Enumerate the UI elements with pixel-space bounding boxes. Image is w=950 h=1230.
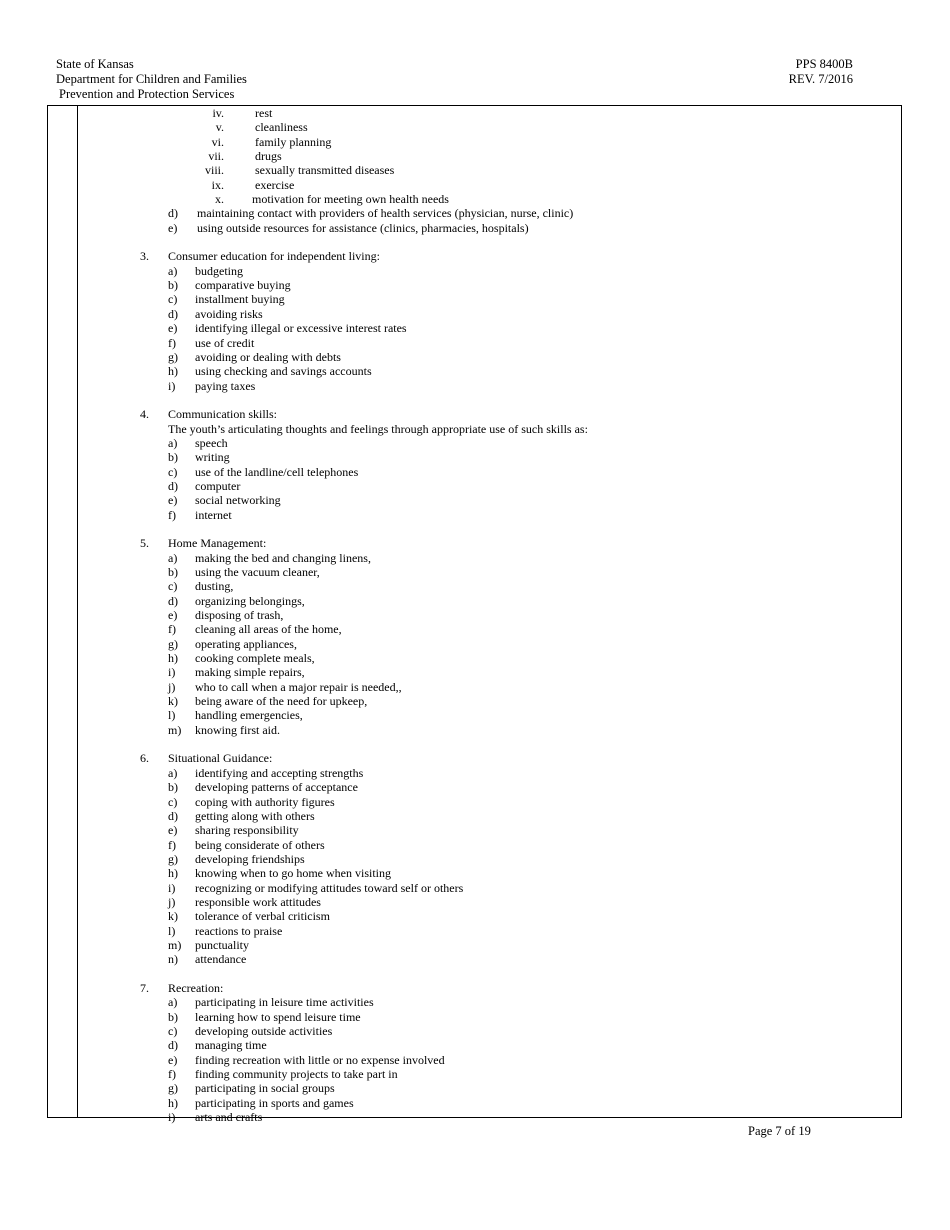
list-item-text: exercise — [255, 177, 295, 192]
list-item — [0, 895, 900, 909]
list-item-label: d) — [168, 206, 178, 221]
list-item — [0, 278, 900, 292]
list-item-text: using checking and savings accounts — [195, 364, 372, 379]
header-left — [56, 57, 247, 102]
section-number: 3. — [140, 249, 149, 264]
list-item-label: g) — [168, 1081, 178, 1096]
list-item-label: vii. — [208, 149, 224, 164]
list-item — [0, 637, 900, 651]
list-item-label: iv. — [212, 106, 224, 120]
list-item-label: d) — [168, 593, 178, 608]
list-item-label: b) — [168, 278, 178, 293]
list-item-text: internet — [195, 507, 232, 522]
list-item-label: i) — [168, 378, 176, 393]
list-item — [0, 106, 900, 120]
list-item — [0, 1081, 900, 1095]
list-item-label: vi. — [211, 134, 224, 149]
header-right — [789, 57, 853, 87]
list-item — [0, 178, 900, 192]
list-item-label: f) — [168, 335, 176, 350]
list-item — [0, 665, 900, 679]
header-policy-number: PPS 8400B — [795, 57, 853, 71]
list-item-label: b) — [168, 450, 178, 465]
list-item-label: h) — [168, 866, 178, 881]
list-item — [0, 766, 900, 780]
list-item-label: v. — [215, 120, 224, 135]
list-item-label: b) — [168, 780, 178, 795]
list-item-text: sharing responsibility — [195, 823, 299, 838]
list-item — [0, 336, 900, 350]
list-item — [0, 192, 900, 206]
section-heading — [0, 407, 900, 421]
list-item-text: developing outside activities — [195, 1024, 333, 1038]
list-item-text: avoiding or dealing with debts — [195, 349, 341, 364]
list-item-label: c) — [168, 794, 178, 809]
section-heading — [0, 536, 900, 550]
section-number: 5. — [140, 536, 149, 551]
list-item-text: knowing first aid. — [195, 722, 280, 737]
list-item-text: participating in leisure time activities — [195, 995, 374, 1010]
section-number: 7. — [140, 980, 149, 995]
list-item-label: l) — [168, 708, 176, 723]
list-item-label: j) — [168, 679, 176, 694]
list-item — [0, 909, 900, 923]
list-item-text: handling emergencies, — [195, 708, 303, 723]
list-item-label: f) — [168, 837, 176, 852]
list-item-text: cleaning all areas of the home, — [195, 622, 342, 637]
list-item — [0, 551, 900, 565]
list-item — [0, 795, 900, 809]
list-item-label: d) — [168, 306, 178, 321]
list-item-label: a) — [168, 550, 178, 565]
list-item — [0, 149, 900, 163]
list-item — [0, 809, 900, 823]
list-item-text: finding community projects to take part in — [195, 1067, 398, 1082]
list-item-label: m) — [168, 937, 182, 952]
list-item — [0, 364, 900, 378]
list-item-text: operating appliances, — [195, 636, 297, 651]
list-item-text: installment buying — [195, 292, 285, 307]
list-item — [0, 307, 900, 321]
list-item-label: c) — [168, 579, 178, 594]
list-item-label: d) — [168, 1038, 178, 1053]
list-item-text: arts and crafts — [195, 1110, 263, 1125]
list-item-label: d) — [168, 808, 178, 823]
list-item-label: e) — [168, 220, 178, 235]
list-item-text: who to call when a major repair is needed,, — [195, 679, 402, 694]
list-item — [0, 264, 900, 278]
list-item-text: using outside resources for assistance (clinics, pharmacies, hospitals) — [197, 220, 529, 235]
list-item — [0, 120, 900, 134]
list-item-text: dusting, — [195, 579, 234, 594]
list-item-label: f) — [168, 622, 176, 637]
list-item-text: rest — [255, 106, 273, 120]
list-item-text: finding recreation with little or no expense involved — [195, 1052, 445, 1067]
page-number: Page 7 of 19 — [748, 1124, 811, 1138]
list-item-text: attendance — [195, 952, 247, 967]
list-item — [0, 321, 900, 335]
list-item-label: b) — [168, 1009, 178, 1024]
list-item-label: a) — [168, 765, 178, 780]
list-item-label: viii. — [204, 163, 224, 178]
list-item-label: k) — [168, 694, 178, 709]
list-item-text: sexually transmitted diseases — [255, 163, 395, 178]
list-item-text: disposing of trash, — [195, 608, 284, 623]
list-item-label: j) — [168, 894, 176, 909]
list-item-text: avoiding risks — [195, 306, 263, 321]
section-number: 4. — [140, 407, 149, 422]
list-item-label: a) — [168, 995, 178, 1010]
list-item-text: paying taxes — [195, 378, 256, 393]
list-item — [0, 379, 900, 393]
section-description — [0, 422, 900, 436]
list-item-text: knowing when to go home when visiting — [195, 866, 391, 881]
list-item-text: use of credit — [195, 335, 255, 350]
header-revision: REV. 7/2016 — [788, 72, 853, 86]
section-title: Situational Guidance: — [168, 751, 273, 766]
list-item-label: i) — [168, 665, 176, 680]
list-item — [0, 852, 900, 866]
list-item-text: making simple repairs, — [195, 665, 305, 680]
list-item — [0, 823, 900, 837]
list-item-text: motivation for meeting own health needs — [252, 192, 449, 207]
list-item — [0, 450, 900, 464]
list-item-label: c) — [168, 292, 178, 307]
list-item-text: writing — [195, 450, 230, 465]
list-item-label: n) — [168, 952, 178, 967]
section-title: Recreation: — [168, 980, 224, 995]
list-item-text: participating in sports and games — [195, 1095, 354, 1110]
list-item-text: recognizing or modifying attitudes toward self or others — [195, 880, 464, 895]
list-item-label: k) — [168, 909, 178, 924]
list-item-text: speech — [195, 435, 228, 450]
list-item — [0, 1053, 900, 1067]
list-item — [0, 938, 900, 952]
list-item-label: g) — [168, 636, 178, 651]
header-state: State of Kansas — [56, 57, 134, 71]
header-division: Prevention and Protection Services — [59, 87, 235, 101]
section-heading — [0, 249, 900, 263]
list-item-label: c) — [168, 464, 178, 479]
section-title: Consumer education for independent living: — [168, 249, 380, 264]
list-item-text: being aware of the need for upkeep, — [195, 694, 368, 709]
list-item-text: organizing belongings, — [195, 593, 305, 608]
section-number: 6. — [140, 751, 149, 766]
list-item-text: drugs — [255, 149, 282, 164]
list-item — [0, 995, 900, 1009]
list-item-text: making the bed and changing linens, — [195, 550, 371, 565]
list-item — [0, 651, 900, 665]
list-item-text: punctuality — [195, 937, 249, 952]
list-item-text: identifying and accepting strengths — [195, 765, 364, 780]
list-item — [0, 680, 900, 694]
list-item — [0, 1010, 900, 1024]
list-item — [0, 135, 900, 149]
list-item-label: l) — [168, 923, 176, 938]
list-item — [0, 866, 900, 880]
list-item — [0, 565, 900, 579]
list-item — [0, 838, 900, 852]
list-item-label: f) — [168, 1067, 176, 1082]
list-item — [0, 206, 900, 220]
list-item-text: developing patterns of acceptance — [195, 780, 358, 795]
list-item — [0, 924, 900, 938]
section-heading — [0, 751, 900, 765]
list-item-text: cooking complete meals, — [195, 651, 315, 666]
list-item — [0, 952, 900, 966]
list-item-label: h) — [168, 364, 178, 379]
list-item-label: b) — [168, 565, 178, 579]
list-item — [0, 780, 900, 794]
list-item-label: a) — [168, 435, 178, 450]
list-item-text: developing friendships — [195, 851, 305, 866]
list-item-label: e) — [168, 493, 178, 508]
section-title: Home Management: — [168, 536, 267, 551]
list-item-label: a) — [168, 263, 178, 278]
list-item — [0, 1110, 900, 1124]
list-item — [0, 608, 900, 622]
list-item — [0, 163, 900, 177]
list-item — [0, 479, 900, 493]
list-item-text: budgeting — [195, 263, 243, 278]
list-item-label: e) — [168, 608, 178, 623]
list-item-label: g) — [168, 851, 178, 866]
list-item-label: i) — [168, 1110, 176, 1125]
list-item — [0, 579, 900, 593]
list-item-text: reactions to praise — [195, 923, 283, 938]
list-item-text: tolerance of verbal criticism — [195, 909, 330, 924]
list-item — [0, 221, 900, 235]
list-item — [0, 708, 900, 722]
list-item-label: c) — [168, 1024, 178, 1038]
list-item — [0, 1096, 900, 1110]
list-item-text: learning how to spend leisure time — [195, 1009, 361, 1024]
list-item-text: managing time — [195, 1038, 267, 1053]
list-item-text: comparative buying — [195, 278, 291, 293]
section-heading — [0, 981, 900, 995]
list-item-label: h) — [168, 1095, 178, 1110]
list-item — [0, 465, 900, 479]
list-item — [0, 292, 900, 306]
list-item-text: being considerate of others — [195, 837, 325, 852]
list-item-text: using the vacuum cleaner, — [195, 565, 320, 579]
list-item-text: identifying illegal or excessive interest rates — [195, 321, 407, 336]
list-item — [0, 723, 900, 737]
list-item — [0, 1038, 900, 1052]
list-item — [0, 622, 900, 636]
list-item-label: h) — [168, 651, 178, 666]
list-item — [0, 508, 900, 522]
list-item-label: x. — [215, 192, 224, 207]
list-item-label: e) — [168, 823, 178, 838]
list-item-label: e) — [168, 1052, 178, 1067]
list-item-label: f) — [168, 507, 176, 522]
list-item-text: social networking — [195, 493, 281, 508]
section-subtitle: The youth’s articulating thoughts and feelings through appropriate use of such skills as: — [168, 421, 588, 436]
list-item-text: getting along with others — [195, 808, 315, 823]
list-item — [0, 1024, 900, 1038]
list-item-text: participating in social groups — [195, 1081, 335, 1096]
list-item-label: e) — [168, 321, 178, 336]
list-item — [0, 350, 900, 364]
list-item-text: computer — [195, 478, 241, 493]
list-item-text: cleanliness — [255, 120, 308, 135]
list-item-text: family planning — [255, 134, 332, 149]
document-body — [0, 106, 900, 1124]
list-item — [0, 881, 900, 895]
list-item-text: use of the landline/cell telephones — [195, 464, 359, 479]
list-item — [0, 694, 900, 708]
list-item-label: g) — [168, 349, 178, 364]
list-item — [0, 493, 900, 507]
list-item-label: i) — [168, 880, 176, 895]
list-item-text: maintaining contact with providers of health services (physician, nurse, clinic) — [197, 206, 574, 221]
header-department: Department for Children and Families — [56, 72, 247, 86]
list-item — [0, 1067, 900, 1081]
list-item-text: coping with authority figures — [195, 794, 335, 809]
list-item-label: ix. — [211, 177, 224, 192]
section-title: Communication skills: — [168, 407, 278, 422]
list-item-text: responsible work attitudes — [195, 894, 321, 909]
list-item-label: d) — [168, 478, 178, 493]
list-item — [0, 436, 900, 450]
list-item-label: m) — [168, 722, 182, 737]
list-item — [0, 594, 900, 608]
